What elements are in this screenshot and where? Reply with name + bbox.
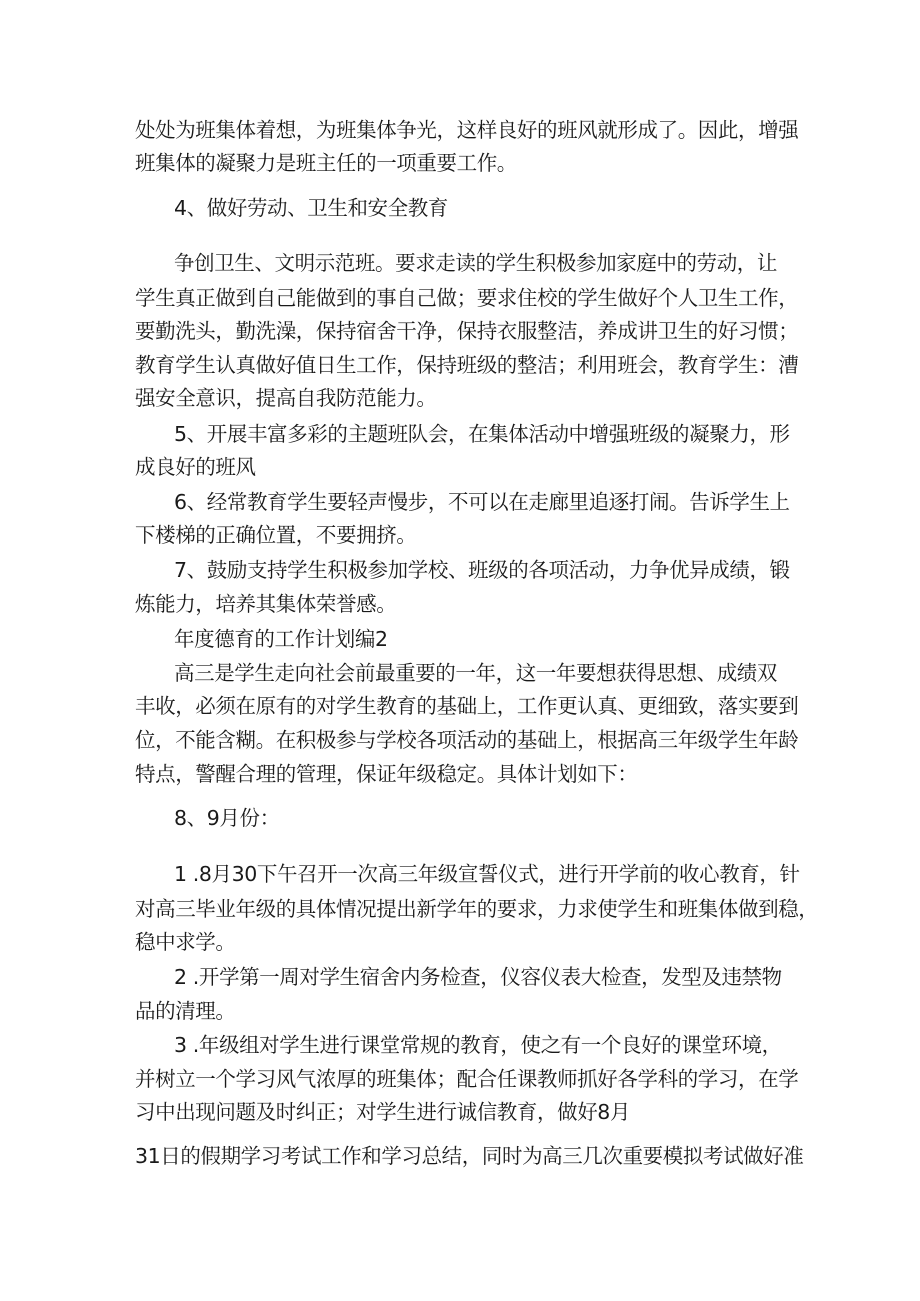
text-line: 稳中求学。 bbox=[135, 930, 236, 954]
text-line: 并树立一个学习风气浓厚的班集体；配合任课教师抓好各学科的学习，在学 bbox=[135, 1067, 799, 1091]
text-line: 品的清理。 bbox=[135, 999, 236, 1023]
text-line: 争创卫生、文明示范班。要求走读的学生积极参加家庭中的劳动，让 bbox=[174, 251, 777, 275]
text-line: 成良好的班风 bbox=[135, 455, 256, 479]
text-line: 1 .8月30下午召开一次高三年级宣誓仪式，进行开学前的收心教育，针 bbox=[174, 862, 800, 886]
text-line: 7、鼓励支持学生积极参加学校、班级的各项活动，力争优异成绩，锻 bbox=[174, 558, 790, 582]
text-line: 班集体的凝聚力是班主任的一项重要工作。 bbox=[135, 151, 517, 175]
text-line: 31日的假期学习考试工作和学习总结，同时为高三几次重要模拟考试做好准 bbox=[135, 1144, 804, 1168]
text-line: 3 .年级组对学生进行课堂常规的教育，使之有一个良好的课堂环境， bbox=[174, 1033, 782, 1057]
text-line: 2 .开学第一周对学生宿舍内务检查，仪容仪表大检查，发型及违禁物 bbox=[174, 965, 782, 989]
text-line: 要勤洗头，勤洗澡，保持宿舍干净，保持衣服整洁，养成讲卫生的好习惯； bbox=[135, 319, 799, 343]
text-line: 下楼梯的正确位置，不要拥挤。 bbox=[135, 523, 417, 547]
text-line: 6、经常教育学生要轻声慢步，不可以在走廊里追逐打闹。告诉学生上 bbox=[174, 490, 790, 514]
text-line: 习中出现问题及时纠正；对学生进行诚信教育，做好8月 bbox=[135, 1100, 631, 1124]
text-line: 高三是学生走向社会前最重要的一年，这一年要想获得思想、成绩双 bbox=[174, 661, 777, 685]
text-line: 教育学生认真做好值日生工作，保持班级的整洁；利用班会，教育学生：漕 bbox=[135, 353, 799, 377]
section-heading: 年度德育的工作计划编2 bbox=[174, 627, 388, 651]
text-line: 强安全意识，提高自我防范能力。 bbox=[135, 386, 437, 410]
text-line: 位，不能含糊。在积极参与学校各项活动的基础上，根据高三年级学生年龄 bbox=[135, 728, 799, 752]
text-line: 学生真正做到自己能做到的事自己做；要求住校的学生做好个人卫生工作， bbox=[135, 286, 799, 310]
text-line: 对高三毕业年级的具体情况提出新学年的要求，力求使学生和班集体做到稳， bbox=[135, 897, 819, 921]
text-line: 处处为班集体着想，为班集体争光，这样良好的班风就形成了。因此，增强 bbox=[135, 118, 799, 142]
section-heading: 4、做好劳动、卫生和安全教育 bbox=[174, 196, 448, 220]
text-line: 丰收，必须在原有的对学生教育的基础上，工作更认真、更细致，落实要到 bbox=[135, 694, 799, 718]
text-line: 炼能力，培养其集体荣誉感。 bbox=[135, 592, 397, 616]
text-line: 5、开展丰富多彩的主题班队会，在集体活动中增强班级的凝聚力，形 bbox=[174, 422, 790, 446]
section-heading: 8、9月份： bbox=[174, 806, 280, 830]
text-line: 特点，警醒合理的管理，保证年级稳定。具体计划如下： bbox=[135, 762, 638, 786]
